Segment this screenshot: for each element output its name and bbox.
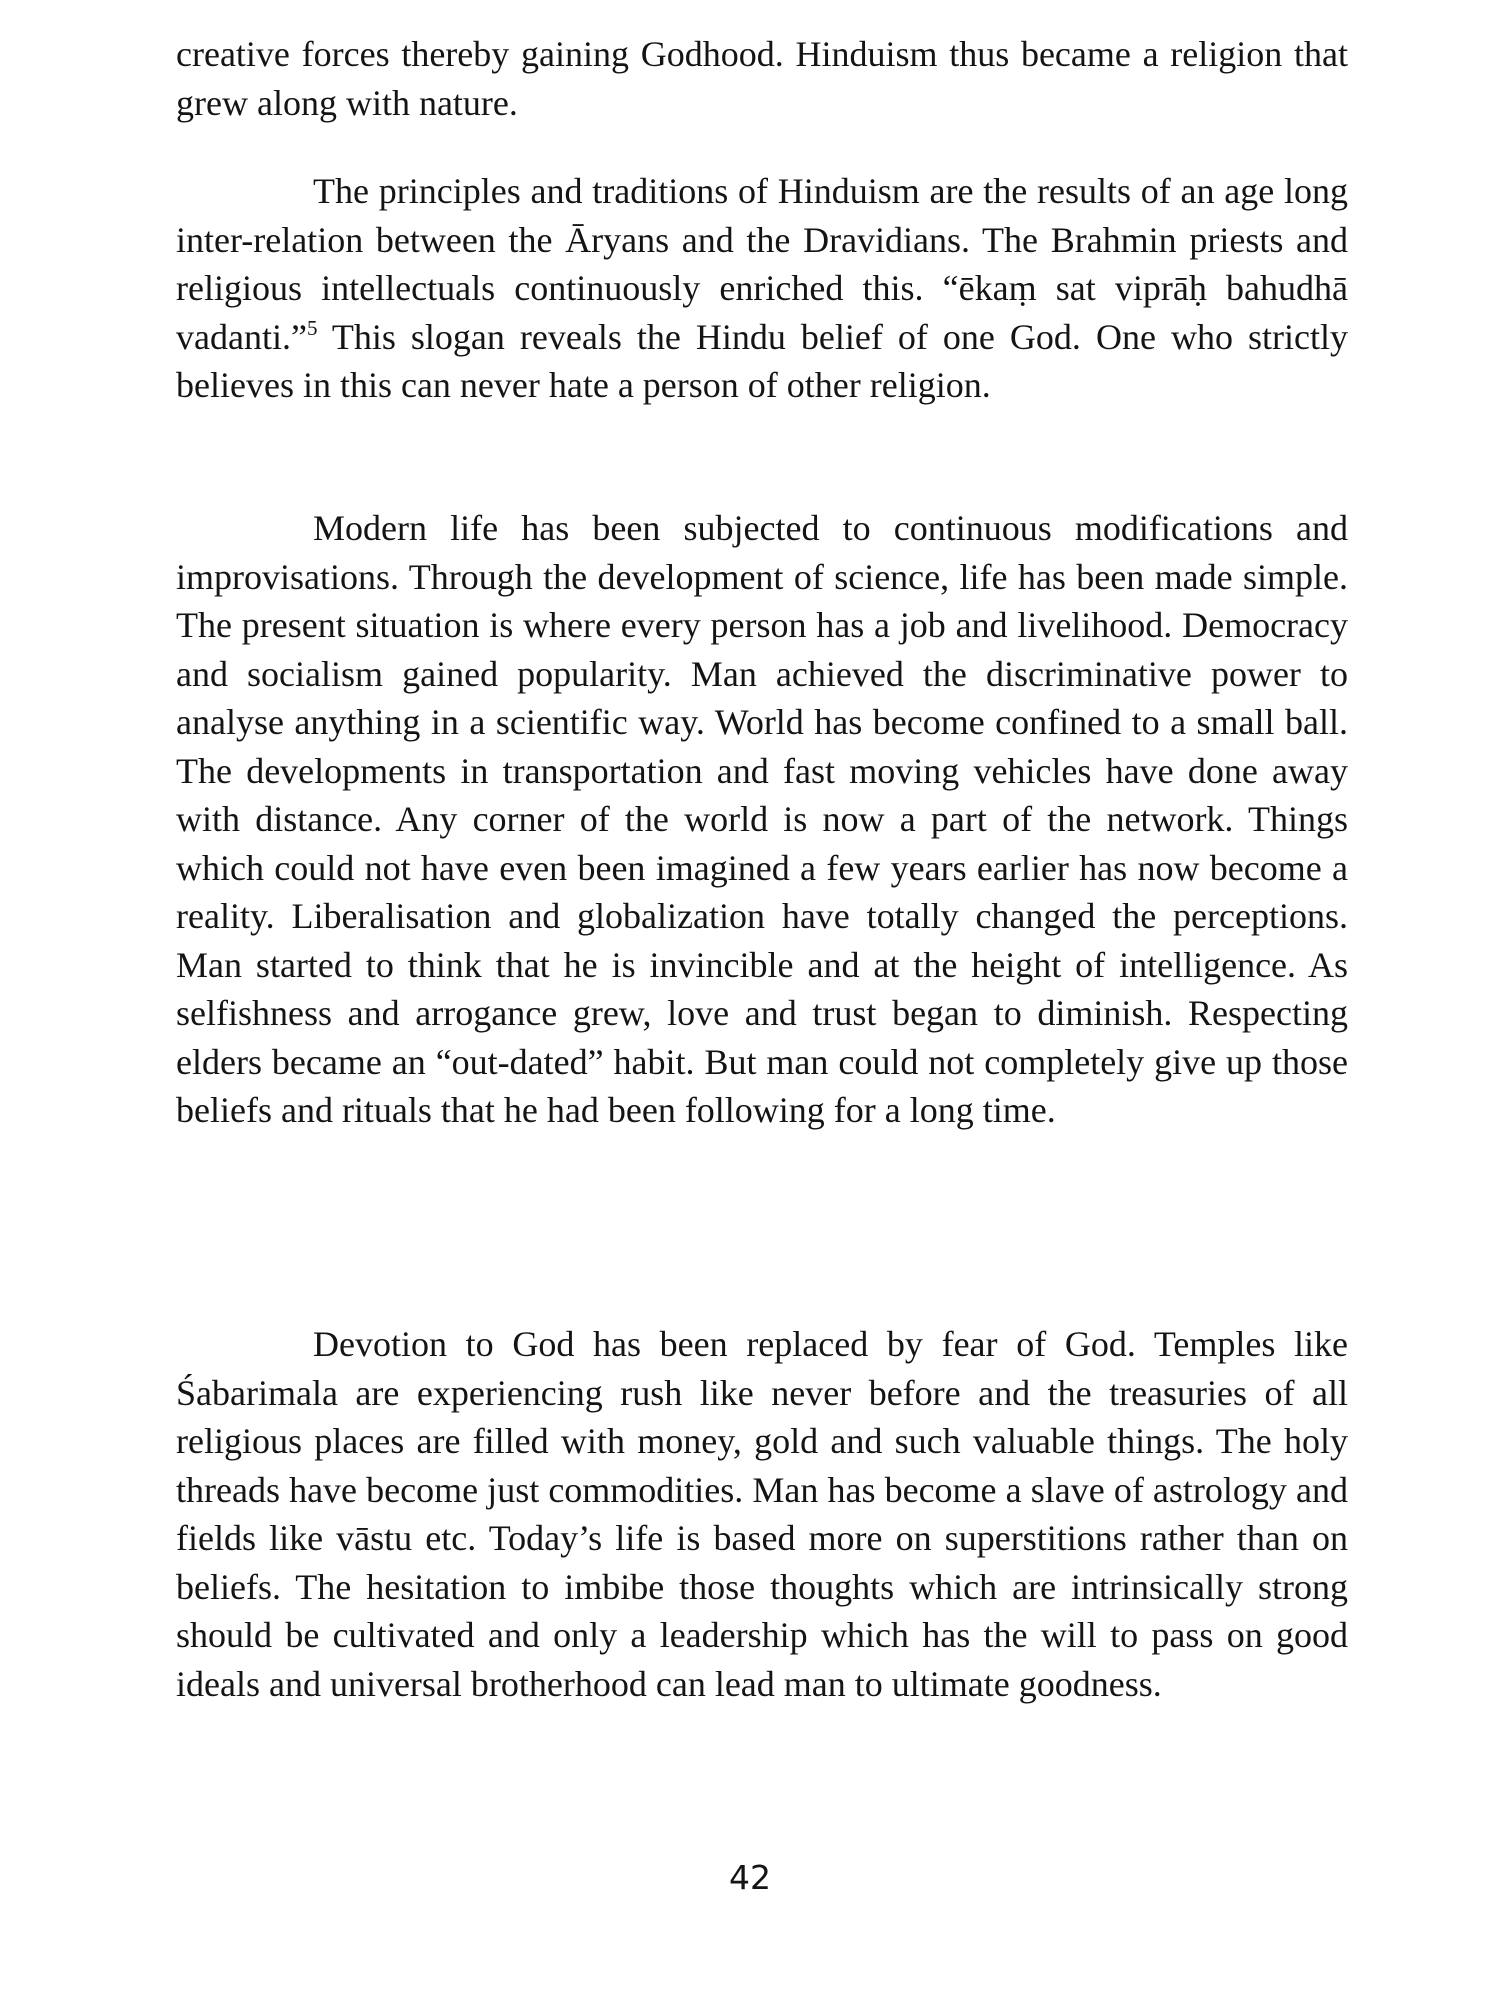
paragraph-text-after-ref: This slogan reveals the Hindu belief of one God. One who strictly believes in this can never hate a person of other religion. [176,316,1348,405]
paragraph-devotion [176,1320,1348,1708]
paragraph-continuation [176,30,1348,127]
paragraph-text-before-ref: The principles and traditions of Hinduism are the results of an age long inter-relation between the Āryans and the Dravidians. The Brahmin priests and religious intellectuals continuously enriched this. “ēkaṃ sat viprāḥ bahudhā vadanti.” [176,171,1348,357]
page-number: 42 [729,1858,771,1897]
paragraph-text: Modern life has been subjected to continuous modifications and improvisations. Through the development of science, life has been made simple. The present situation is where every person has a job and livelihood. Democracy and socialism gained popularity. Man achieved the discriminative power to analyse anything in a scientific way. World has become confined to a small ball. The developments in transportation and fast moving vehicles have done away with distance. Any corner of the world is now a part of the network. Things which could not have even been imagined a few years earlier has now become a reality. Liberalisation and globalization have totally changed the perceptions. Man started to think that he is invincible and at the height of intelligence. As selfishness and arrogance grew, love and trust began to diminish. Respecting elders became an “out-dated” habit. But man could not completely give up those beliefs and rituals that he had been following for a long time. [176,508,1348,1130]
footnote-reference[interactable]: 5 [306,315,318,340]
paragraph-hinduism-principles [176,167,1348,410]
paragraph-text [176,167,1348,410]
paragraph-modern-life [176,504,1348,1135]
paragraph-text: Devotion to God has been replaced by fear of God. Temples like Śabarimala are experiencing rush like never before and the treasuries of all religious places are filled with money, gold and such valuable things. The holy threads have become just commodities. Man has become a slave of astrology and fields like vāstu etc. Today’s life is based more on superstitions rather than on beliefs. The hesitation to imbibe those thoughts which are intrinsically strong should be cultivated and only a leadership which has the will to pass on good ideals and universal brotherhood can lead man to ultimate goodness. [176,1324,1348,1704]
paragraph-text: creative forces thereby gaining Godhood. Hinduism thus became a religion that grew along with nature. [176,34,1348,123]
